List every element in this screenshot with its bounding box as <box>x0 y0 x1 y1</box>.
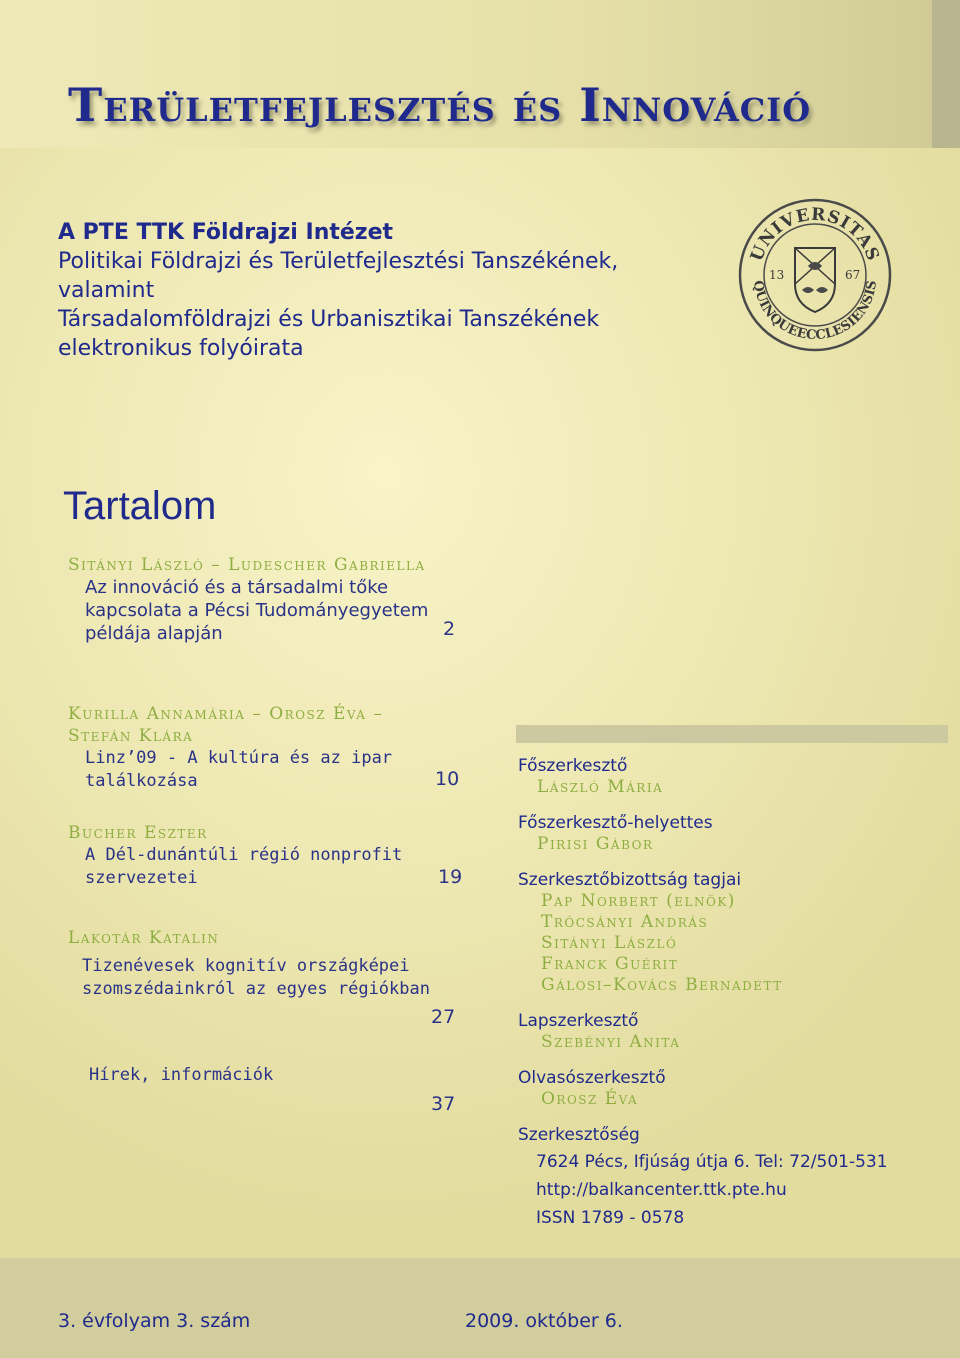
toc-entry-title-line: kapcsolata a Pécsi Tudományegyetem <box>85 600 429 621</box>
issn-number: ISSN 1789 - 0578 <box>536 1208 685 1228</box>
board-member: Trócsányi András <box>541 912 709 932</box>
toc-entry-page: 27 <box>431 1006 456 1028</box>
intro-department-2: Társadalomföldrajzi és Urbanisztikai Tanszékének <box>58 307 600 332</box>
footer-date: 2009. október 6. <box>465 1310 623 1332</box>
editorial-divider-bar <box>516 725 948 743</box>
intro-journal-type: elektronikus folyóirata <box>58 336 304 361</box>
toc-entry-page: 2 <box>443 618 456 640</box>
toc-entry-page: 37 <box>431 1093 456 1115</box>
toc-entry[interactable] <box>68 703 392 793</box>
toc-entry-title-line: szomszédainkról az egyes régiókban <box>82 979 430 999</box>
toc-entry[interactable] <box>68 927 430 1001</box>
toc-entry-title-line: A Dél-dunántúli régió nonprofit <box>85 845 403 865</box>
deputy-editor-label: Főszerkesztő-helyettes <box>518 813 713 833</box>
board-member: Pap Norbert (elnök) <box>541 891 736 911</box>
university-seal-icon <box>738 198 892 352</box>
toc-entry-author: Stefán Klára <box>68 726 194 746</box>
seal-left-number: 13 <box>769 268 785 282</box>
toc-entry-page: 19 <box>438 866 463 888</box>
toc-entry-title-line: Linz’09 - A kultúra és az ipar <box>85 748 393 768</box>
intro-institute: A PTE TTK Földrajzi Intézet <box>58 220 394 245</box>
toc-title: Tartalom <box>63 484 217 528</box>
editorial-office-label: Szerkesztőség <box>518 1125 640 1145</box>
toc-entry-title-line: Az innováció és a társadalmi tőke <box>85 577 389 598</box>
toc-entry-page: 10 <box>435 768 460 790</box>
toc-entry[interactable] <box>68 822 402 890</box>
editor-in-chief-name: László Mária <box>537 777 664 797</box>
proofreader-name: Orosz Éva <box>541 1089 639 1109</box>
toc-entry-author: Bucher Eszter <box>68 823 208 843</box>
seal-right-number: 67 <box>845 268 861 282</box>
toc-entry-author: Sitányi László – Ludescher Gabriella <box>68 555 426 575</box>
toc-entry-author: Kurilla Annamária – Orosz Éva – <box>68 704 384 724</box>
office-address: 7624 Pécs, Ifjúság útja 6. Tel: 72/501-531 <box>536 1152 888 1172</box>
toc-entry-title-line: találkozása <box>85 771 198 791</box>
footer-band <box>0 1258 960 1358</box>
toc-entry-title-line: példája alapján <box>85 623 223 644</box>
managing-editor-label: Lapszerkesztő <box>518 1011 639 1031</box>
footer-volume: 3. évfolyam 3. szám <box>58 1310 251 1332</box>
seal-ring-top: UNIVERSITAS <box>746 204 884 265</box>
editorial-board <box>518 755 888 1232</box>
toc-entry-author: Lakotár Katalin <box>68 928 220 948</box>
editor-in-chief-label: Főszerkesztő <box>518 756 628 776</box>
managing-editor-name: Szebényi Anita <box>541 1032 681 1052</box>
toc-entry[interactable] <box>68 554 428 645</box>
journal-title: Területfejlesztés és Innováció <box>68 78 812 132</box>
seal-ring-bottom: QUINQUEECCLESIENSIS <box>749 279 881 344</box>
website-link[interactable]: http://balkancenter.ttk.pte.hu <box>536 1180 787 1200</box>
intro-conjunction: valamint <box>58 278 155 303</box>
board-label: Szerkesztőbizottság tagjai <box>518 870 742 890</box>
toc-entry-title-line: Hírek, információk <box>89 1065 274 1085</box>
board-member: Franck Guérit <box>541 954 679 974</box>
toc-entry-title-line: Tizenévesek kognitív országképei <box>82 956 410 976</box>
board-member: Sitányi László <box>541 933 678 953</box>
svg-text:UNIVERSITAS <box>747 205 883 264</box>
journal-intro <box>58 218 618 363</box>
toc-entry[interactable] <box>89 1064 273 1087</box>
intro-department-1: Politikai Földrajzi és Területfejlesztési Tanszékének, <box>58 249 619 274</box>
board-member: Gálosi–Kovács Bernadett <box>541 975 783 995</box>
toc-entry-title-line: szervezetei <box>85 868 198 888</box>
deputy-editor-name: Pirisi Gábor <box>537 834 654 854</box>
proofreader-label: Olvasószerkesztő <box>518 1068 666 1088</box>
